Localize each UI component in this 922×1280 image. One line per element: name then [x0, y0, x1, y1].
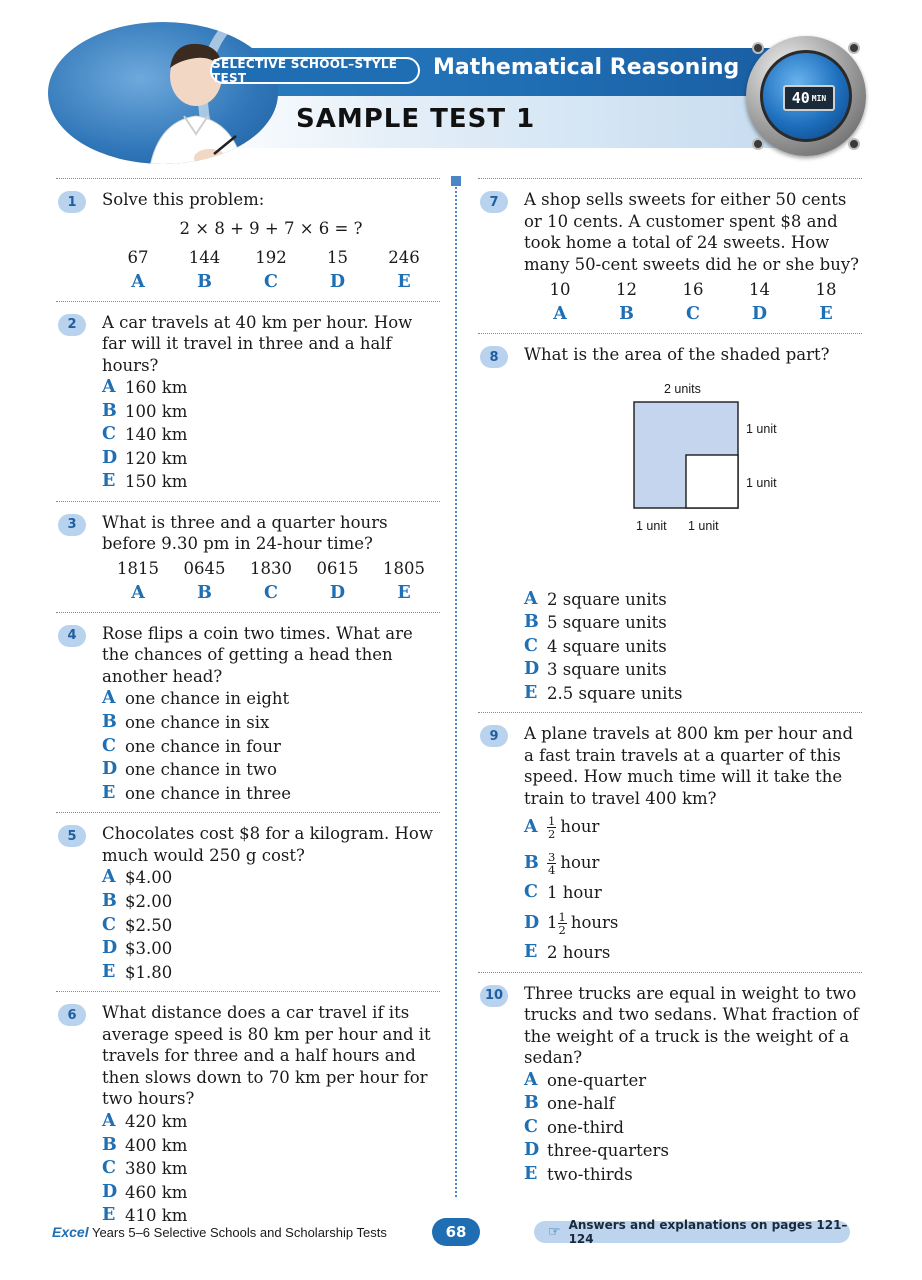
question-7	[478, 178, 862, 333]
option-text: one-quarter	[547, 1070, 647, 1090]
answer-values	[102, 557, 440, 581]
option-text: 140 km	[125, 425, 188, 445]
option-letter: D	[102, 759, 118, 780]
question-number: 10	[480, 985, 508, 1007]
numerator: 3	[548, 849, 556, 864]
answer-option[interactable]	[102, 376, 440, 400]
book-title	[52, 1224, 387, 1240]
option-letter: E	[524, 942, 538, 963]
answer-letter[interactable]: E	[397, 582, 411, 603]
pointing-hand-icon: ☞	[548, 1224, 561, 1240]
label-bottom-left: 1 unit	[636, 518, 667, 533]
label-right-top: 1 unit	[746, 421, 777, 436]
answer-letter[interactable]: D	[329, 582, 346, 603]
answer-option[interactable]	[524, 1163, 862, 1187]
answer-value[interactable]: 0645	[183, 558, 226, 578]
answer-option[interactable]	[524, 905, 862, 941]
answer-value[interactable]: 10	[549, 280, 571, 299]
question-number: 2	[58, 314, 86, 336]
answer-value[interactable]: 144	[188, 247, 221, 267]
option-letter: B	[102, 400, 117, 421]
question-number: 4	[58, 625, 86, 647]
option-text: 420 km	[125, 1111, 188, 1131]
answer-option[interactable]	[524, 658, 862, 682]
answer-option[interactable]	[102, 423, 440, 447]
option-unit: hour	[560, 853, 600, 873]
answer-letter[interactable]: C	[686, 304, 700, 324]
question-number: 6	[58, 1004, 86, 1026]
timer-face	[760, 50, 852, 142]
option-letter: E	[102, 1205, 116, 1226]
screw-icon	[848, 42, 860, 54]
option-letter: B	[102, 712, 117, 733]
question-number: 9	[480, 725, 508, 747]
label-top: 2 units	[664, 381, 701, 396]
option-letter: D	[102, 447, 118, 468]
question-text: What distance does a car travel if its average speed is 80 km per hour and it travels for three and a half hours and then slows down to 70 km per hour for two hours?	[102, 1003, 431, 1109]
screw-icon	[848, 138, 860, 150]
option-text: two-thirds	[547, 1165, 633, 1185]
l-shape-figure	[524, 366, 864, 588]
selective-test-pill: SELECTIVE SCHOOL–STYLE TEST	[210, 57, 420, 84]
answer-option[interactable]	[524, 588, 862, 612]
answer-letters	[102, 270, 440, 294]
answer-option[interactable]	[524, 682, 862, 706]
option-letter: D	[524, 913, 540, 934]
option-text: $3.00	[125, 939, 173, 959]
book-name: Years 5–6 Selective Schools and Scholarship Tests	[88, 1225, 387, 1240]
shaded-area-diagram	[524, 366, 862, 588]
question-6	[56, 991, 440, 1234]
question-text: Chocolates cost $8 for a kilogram. How much would 250 g cost?	[102, 824, 433, 865]
answer-letter[interactable]: E	[397, 271, 411, 292]
question-text: A shop sells sweets for either 50 cents or 10 cents. A customer spent $8 and took home a total of 24 sweets. How many 50-cent sweets did he or she buy?	[524, 190, 860, 274]
answer-option[interactable]	[102, 1110, 440, 1134]
option-text: one chance in three	[125, 783, 291, 803]
answer-letter[interactable]: B	[197, 582, 212, 603]
question-3	[56, 501, 440, 612]
option-letter: B	[524, 612, 539, 633]
answer-letter[interactable]: B	[197, 271, 212, 292]
option-text: 460 km	[125, 1182, 188, 1202]
option-letter: D	[524, 659, 540, 680]
answer-value[interactable]: 16	[682, 280, 704, 299]
answer-value[interactable]: 0615	[316, 558, 359, 578]
answers-text: Answers and explanations on pages 121–124	[568, 1218, 848, 1246]
option-text: $1.80	[125, 962, 173, 982]
option-unit: hours	[570, 913, 619, 933]
screw-icon	[752, 42, 764, 54]
answer-option[interactable]	[524, 1069, 862, 1093]
stopwatch-icon	[746, 36, 866, 156]
answer-value[interactable]: 1805	[383, 558, 425, 578]
answer-option[interactable]	[102, 687, 440, 711]
question-9	[478, 712, 862, 971]
option-letter: C	[102, 424, 116, 445]
question-text: What is three and a quarter hours before 9.30 pm in 24-hour time?	[102, 512, 388, 554]
answers-reference	[534, 1218, 850, 1246]
option-text: 2 square units	[547, 589, 667, 609]
answer-option[interactable]	[102, 914, 440, 938]
option-letter: A	[102, 1110, 116, 1131]
answer-letter[interactable]: A	[553, 304, 567, 324]
option-text: 3 square units	[547, 660, 667, 680]
answer-option[interactable]	[102, 1157, 440, 1181]
question-text: Three trucks are equal in weight to two trucks and two sedans. What fraction of the weight of a truck is the weight of a sedan?	[524, 983, 859, 1068]
answer-value[interactable]: 15	[327, 247, 348, 267]
option-text: 150 km	[125, 472, 188, 492]
question-text: What is the area of the shaded part?	[524, 345, 830, 364]
option-text: 1 hour	[547, 883, 602, 903]
option-text: 100 km	[125, 401, 188, 421]
mixed-whole: 1	[547, 913, 558, 933]
boy-writing-icon	[118, 30, 268, 164]
option-text: one chance in six	[125, 713, 270, 733]
question-2	[56, 301, 440, 501]
question-text: A plane travels at 800 km per hour and a fast train travels at a quarter of this speed. How much time will it take the train to travel 400 km?	[524, 724, 854, 808]
fraction	[558, 911, 567, 936]
answer-option[interactable]	[102, 447, 440, 471]
option-text: 380 km	[125, 1159, 188, 1179]
option-text: three-quarters	[547, 1141, 669, 1161]
option-letter: C	[524, 882, 538, 903]
answer-option[interactable]	[524, 941, 862, 965]
option-text: 160 km	[125, 378, 188, 397]
option-letter: A	[102, 867, 116, 888]
option-text: 4 square units	[547, 636, 667, 656]
answer-option[interactable]	[524, 809, 862, 845]
page-number: 68	[432, 1218, 480, 1246]
question-text: Solve this problem:	[102, 190, 265, 209]
answer-value[interactable]: 1830	[250, 558, 292, 578]
answer-value[interactable]: 14	[749, 280, 770, 299]
answer-letter[interactable]: A	[131, 271, 145, 292]
option-letter: B	[524, 853, 539, 874]
answer-option[interactable]	[102, 1181, 440, 1205]
fraction	[547, 815, 556, 840]
option-letter: E	[524, 1164, 538, 1185]
answer-value[interactable]: 1815	[117, 558, 159, 578]
option-letter: A	[102, 688, 116, 709]
option-text: one-half	[547, 1094, 615, 1114]
option-letter: D	[524, 1140, 540, 1161]
answer-option[interactable]	[102, 961, 440, 985]
question-number: 7	[480, 191, 508, 213]
answer-option[interactable]	[102, 782, 440, 806]
option-letter: A	[524, 588, 538, 609]
option-letter: B	[102, 1134, 117, 1155]
option-letter: A	[524, 1069, 538, 1090]
answer-option[interactable]	[524, 845, 862, 881]
option-letter: C	[524, 1116, 538, 1137]
timer-display	[783, 85, 835, 111]
option-letter: E	[102, 782, 116, 803]
answer-letter[interactable]: A	[131, 582, 145, 603]
answer-letter[interactable]: B	[619, 304, 634, 324]
question-4	[56, 612, 440, 812]
option-letter: A	[524, 817, 538, 838]
answer-option[interactable]	[102, 758, 440, 782]
answer-value[interactable]: 192	[255, 247, 287, 267]
answer-letter[interactable]: D	[751, 304, 768, 324]
answer-letter[interactable]: C	[264, 271, 278, 292]
answer-option[interactable]	[524, 635, 862, 659]
answer-option[interactable]	[524, 1116, 862, 1140]
option-letter: D	[102, 1181, 118, 1202]
answer-values	[102, 246, 440, 270]
subject-title: Mathematical Reasoning	[433, 55, 740, 80]
question-text: Rose flips a coin two times. What are the chances of getting a head then another head?	[102, 623, 413, 686]
student-photo	[48, 22, 278, 164]
column-divider	[455, 182, 457, 1197]
answer-value[interactable]: 18	[815, 280, 837, 299]
option-unit: hour	[560, 817, 600, 837]
answer-option[interactable]	[524, 1139, 862, 1163]
answer-option[interactable]	[102, 711, 440, 735]
option-text: 400 km	[125, 1135, 188, 1155]
option-letter: E	[102, 961, 116, 982]
right-column	[478, 178, 862, 1194]
answer-letter[interactable]: C	[264, 582, 278, 603]
page-header	[0, 0, 922, 175]
option-text: one chance in four	[125, 736, 281, 756]
answer-option[interactable]	[524, 611, 862, 635]
option-letter: C	[524, 635, 538, 656]
answer-values	[524, 278, 862, 302]
option-letter: C	[102, 1158, 116, 1179]
answer-value[interactable]: 12	[616, 280, 637, 299]
answer-letter[interactable]: E	[819, 304, 833, 324]
denominator: 2	[558, 922, 566, 937]
timer-value: 40	[791, 89, 810, 107]
option-text: one chance in two	[125, 760, 277, 780]
denominator: 4	[548, 862, 556, 877]
left-column	[56, 178, 440, 1235]
answer-option[interactable]	[102, 890, 440, 914]
question-10	[478, 972, 862, 1194]
option-letter: C	[102, 914, 116, 935]
question-equation: 2 × 8 + 9 + 7 × 6 = ?	[179, 218, 363, 238]
question-text: A car travels at 40 km per hour. How far will it travel in three and a half hours?	[102, 312, 413, 375]
question-number: 3	[58, 514, 86, 536]
option-text: 2 hours	[547, 943, 611, 963]
brand-name: Excel	[52, 1224, 89, 1240]
answer-option[interactable]	[102, 866, 440, 890]
question-number: 8	[480, 346, 508, 368]
option-text: one-third	[547, 1117, 624, 1137]
answer-option[interactable]	[102, 1134, 440, 1158]
fraction	[547, 851, 556, 876]
option-letter: B	[102, 891, 117, 912]
question-5	[56, 812, 440, 991]
option-text: $4.00	[125, 868, 173, 888]
option-letter: E	[102, 471, 116, 492]
option-letter: A	[102, 377, 116, 397]
question-number: 1	[58, 191, 86, 213]
option-letter: B	[524, 1093, 539, 1114]
option-text: 120 km	[125, 448, 188, 468]
answer-letters	[524, 302, 862, 326]
question-number: 5	[58, 825, 86, 847]
answer-letters	[102, 581, 440, 605]
answer-option[interactable]	[102, 470, 440, 494]
numerator: 1	[548, 813, 556, 828]
answer-value[interactable]: 246	[388, 247, 420, 267]
page-title: SAMPLE TEST 1	[296, 104, 536, 134]
screw-icon	[752, 138, 764, 150]
numerator: 1	[558, 909, 566, 924]
option-letter: E	[524, 682, 538, 703]
denominator: 2	[548, 826, 556, 841]
answer-option[interactable]	[102, 735, 440, 759]
option-text: $2.50	[125, 915, 173, 935]
answer-value[interactable]: 67	[127, 247, 149, 267]
answer-option[interactable]	[102, 400, 440, 424]
option-text: 5 square units	[547, 613, 667, 633]
option-text: 2.5 square units	[547, 683, 683, 703]
timer-unit: MIN	[811, 93, 827, 103]
answer-option[interactable]	[524, 881, 862, 905]
option-letter: D	[102, 938, 118, 959]
label-right-bottom: 1 unit	[746, 475, 777, 490]
option-text: $2.00	[125, 892, 173, 912]
option-text: 410 km	[125, 1206, 188, 1226]
question-8	[478, 333, 862, 712]
question-1	[56, 178, 440, 301]
answer-option[interactable]	[102, 937, 440, 961]
answer-letter[interactable]: D	[329, 271, 346, 292]
option-text: one chance in eight	[125, 689, 290, 709]
answer-option[interactable]	[524, 1092, 862, 1116]
option-letter: C	[102, 735, 116, 756]
label-bottom-right: 1 unit	[688, 518, 719, 533]
